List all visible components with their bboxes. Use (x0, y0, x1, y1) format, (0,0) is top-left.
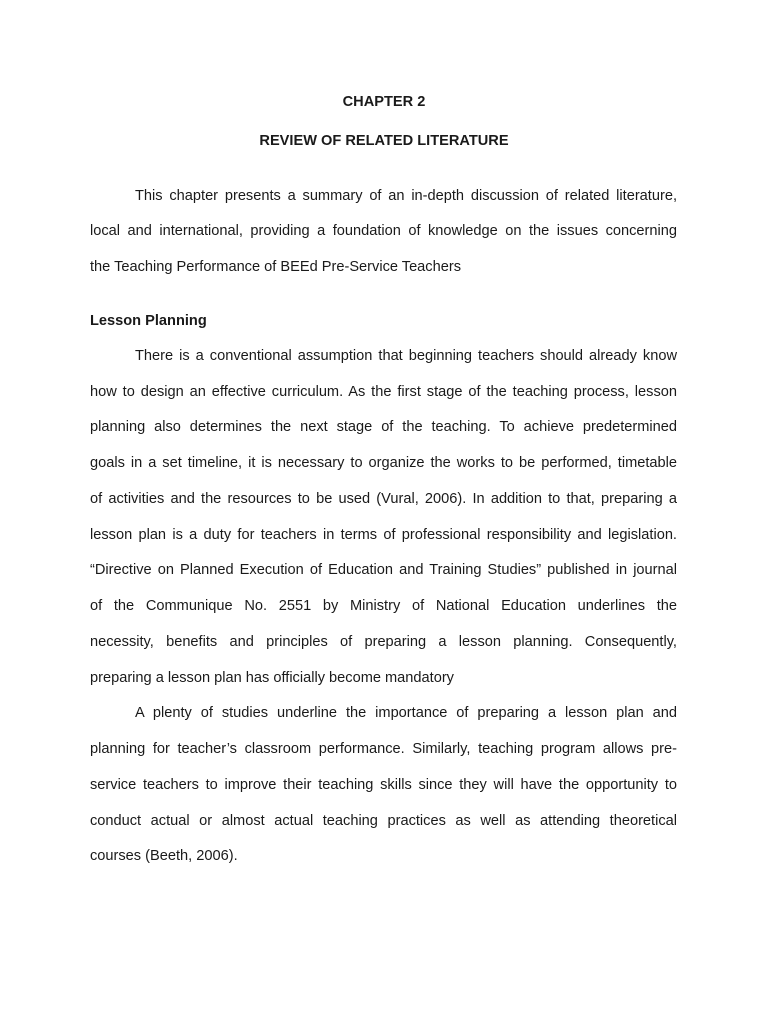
paragraph-line: There is a conventional assumption that beginning teachers should already know (135, 348, 677, 364)
intro-line: the Teaching Performance of BEEd Pre-Service Teachers (90, 259, 461, 275)
paragraph-line: goals in a set timeline, it is necessary to organize the works to be performed, timetable (90, 455, 677, 471)
chapter-title: REVIEW OF RELATED LITERATURE (259, 133, 509, 149)
paragraph-line: preparing a lesson plan has officially become mandatory (90, 670, 454, 686)
paragraph-line: planning also determines the next stage of the teaching. To achieve predetermined (90, 419, 677, 435)
paragraph-line: A plenty of studies underline the importance of preparing a lesson plan and (135, 705, 677, 721)
paragraph-line: necessity, benefits and principles of preparing a lesson planning. Consequently, (90, 634, 677, 650)
paragraph-line: how to design an effective curriculum. As the first stage of the teaching process, lesson (90, 384, 677, 400)
paragraph-line: of activities and the resources to be used (Vural, 2006). In addition to that, preparing a (90, 491, 677, 507)
paragraph-line: of the Communique No. 2551 by Ministry of National Education underlines the (90, 598, 677, 614)
intro-line: This chapter presents a summary of an in-depth discussion of related literature, (135, 188, 677, 204)
section-heading: Lesson Planning (90, 313, 207, 329)
paragraph-line: service teachers to improve their teaching skills since they will have the opportunity to (90, 777, 677, 793)
paragraph-line: “Directive on Planned Execution of Education and Training Studies” published in journal (90, 562, 677, 578)
paragraph-line: courses (Beeth, 2006). (90, 848, 238, 864)
paragraph-line: conduct actual or almost actual teaching practices as well as attending theoretical (90, 813, 677, 829)
chapter-label: CHAPTER 2 (342, 94, 426, 110)
paragraph-line: lesson plan is a duty for teachers in terms of professional responsibility and legislation. (90, 527, 677, 543)
intro-line: local and international, providing a foundation of knowledge on the issues concerning (90, 223, 677, 239)
paragraph-line: planning for teacher’s classroom performance. Similarly, teaching program allows pre- (90, 741, 677, 757)
